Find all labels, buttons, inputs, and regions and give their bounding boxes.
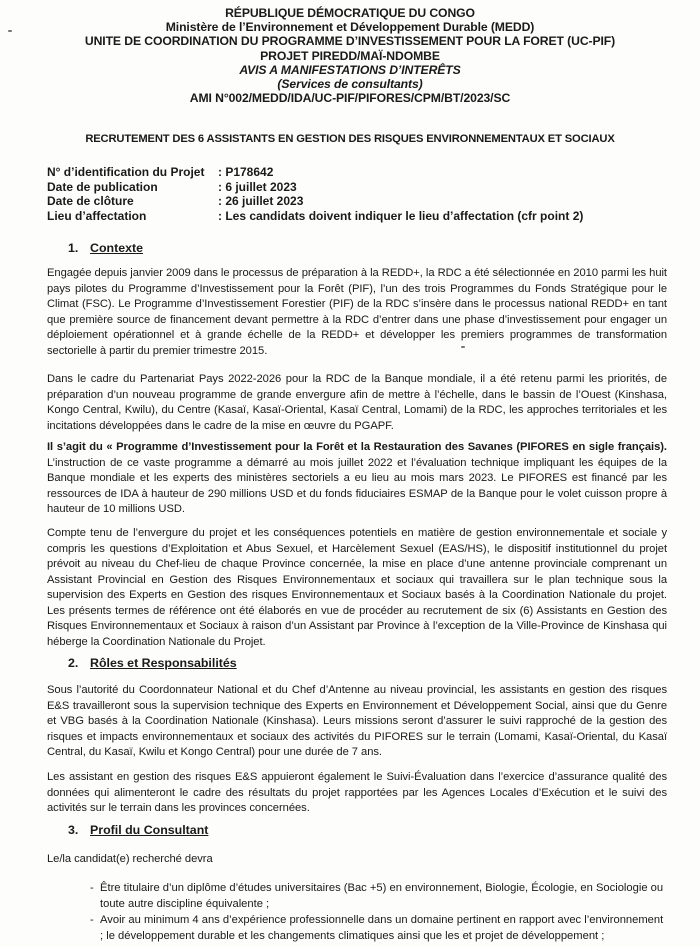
project-info-table bbox=[47, 165, 667, 223]
section-heading-contexte bbox=[68, 241, 143, 255]
scan-speck bbox=[461, 346, 465, 348]
list-item: - Être titulaire d’un diplôme d’études universitaires (Bac +5) en environnement, Biologie, Écologie, en Sociologie ou toute autre discipline équivalente ; bbox=[90, 881, 665, 912]
section-number: 1. bbox=[68, 241, 79, 255]
header-avis: AVIS A MANIFESTATIONS D’INTERÊTS bbox=[239, 62, 461, 77]
section-heading-roles bbox=[68, 656, 237, 670]
header-ami-reference: AMI N°002/MEDD/IDA/UC-PIF/PIFORES/CPM/BT/2023/SC bbox=[189, 91, 511, 106]
info-label: Date de publication bbox=[47, 179, 158, 194]
header-ministry: Ministère de l’Environnement et Développement Durable (MEDD) bbox=[165, 20, 535, 35]
info-row-project-id bbox=[47, 165, 667, 180]
scan-speck bbox=[8, 30, 12, 32]
section-number: 2. bbox=[68, 656, 79, 670]
header-project: PROJET PIREDD/MAÏ-NDOMBE bbox=[260, 48, 440, 63]
paragraph-context-1: Engagée depuis janvier 2009 dans le processus de préparation à la REDD+, la RDC a été sélectionnée en 2010 parmi les huit pays pilotes du Programme d’Investissement pour la Forêt (PIF), l’un des trois Programmes du Fonds Stratégique pour le Climat (FSC). Le Programme d’Investissement Forestier (PIF) de la RDC s’insère dans le processus national REDD+ en tant que première source de financement devant permettre à la RDC d’entrer dans une phase d’investissement pour engager un déploiement opérationnel et à grande échelle de la REDD+ et développer les premiers programmes de transformation sectorielle à partir du premier trimestre 2015. bbox=[47, 267, 667, 357]
section-title: Rôles et Responsabilités bbox=[90, 656, 237, 670]
info-value: : P178642 bbox=[218, 165, 274, 179]
info-value: : 26 juillet 2023 bbox=[218, 194, 304, 209]
info-row-location bbox=[47, 209, 667, 224]
info-label: Lieu d’affectation bbox=[47, 208, 147, 223]
section-title: Contexte bbox=[90, 241, 144, 255]
info-label: N° d’identification du Projet bbox=[47, 165, 205, 179]
recruitment-title: RECRUTEMENT DES 6 ASSISTANTS EN GESTION DES RISQUES ENVIRONNEMENTAUX ET SOCIAUX bbox=[85, 133, 615, 145]
section-title: Profil du Consultant bbox=[90, 823, 209, 837]
paragraph-context-3-body: L’instruction de ce vaste programme a démarré au mois juillet 2022 et l’évaluation technique impliquant les équipes de la Banque mondiale et les experts des ministères sectoriels a eu lieu au mois mars 2023. Le PIFORES est financé par les ressources de IDA à hauteur de 290 millions USD et du fonds fiduciaires ESMAP de la Banque pour le volet cuisson propre à hauteur de 10 millions USD. bbox=[47, 456, 667, 515]
profile-requirements-list bbox=[90, 881, 665, 945]
paragraph-roles-2: Les assistant en gestion des risques E&S appuieront également le Suivi-Évaluation dans l’exercice d’assurance qualité des données qui alimenteront le cadre des résultats du projet rapportées par les Agences Locales d’Exécution et le suivi des activités sur le terrain dans les provinces concernées. bbox=[47, 771, 667, 814]
paragraph-profile-intro: Le/la candidat(e) recherché devra bbox=[47, 853, 213, 865]
info-row-publication-date bbox=[47, 180, 667, 195]
header-services: (Services de consultants) bbox=[277, 77, 423, 92]
header-republic: RÉPUBLIQUE DÉMOCRATIQUE DU CONGO bbox=[225, 6, 475, 20]
info-label: Date de clôture bbox=[47, 194, 134, 209]
paragraph-context-3 bbox=[47, 440, 667, 518]
paragraph-context-2: Dans le cadre du Partenariat Pays 2022-2026 pour la RDC de la Banque mondiale, il a été retenu parmi les priorités, de préparation d’un nouveau programme de grande envergure afin de mettre à l’échelle, dans le bassin de l’Ouest (Kinshasa, Kongo Central, Kwilu), du Centre (Kasaï, Kasaï-Oriental, Kasaï Central, Lomami) de la RDC, les approches territoriales et les incitations développées dans le cadre de la mise en œuvre du PGAPF. bbox=[47, 373, 667, 432]
document-header bbox=[40, 6, 660, 105]
section-number: 3. bbox=[68, 823, 79, 837]
section-heading-profil bbox=[68, 823, 208, 837]
paragraph-context-4: Compte tenu de l’envergure du projet et les conséquences potentiels en matière de gestion environnementale et sociale y compris les questions d’Exploitation et Abus Sexuel, et Harcèlement Sexuel (EAS/HS), le dispositif institutionnel du projet prévoit au niveau du Chef-lieu de chaque Province concernée, la mise en place d’une antenne provinciale comprenant un Assistant Provincial en Gestion des Risques Environnementaux et sociaux qui travaillera sur le plan technique sous la supervision des Experts en Gestion des risques Environnementaux et Sociaux basés à la Coordination Nationale du projet. Les présents termes de référence ont été élaborés en vue de procéder au recrutement de six (6) Assistants en Gestion des Risques Environnementaux et Sociaux à raison d’un Assistant par Province à l’exception de la Ville-Province de Kinshasa qui héberge la Coordination Nationale du Projet. bbox=[47, 527, 667, 648]
info-value: : 6 juillet 2023 bbox=[218, 179, 297, 194]
info-row-closing-date bbox=[47, 194, 667, 209]
list-item: - Avoir au minimum 4 ans d’expérience professionnelle dans un domaine pertinent en rapport avec l’environnement ; le développement durable et les changements climatiques ainsi que les et projet de développement ; bbox=[90, 913, 665, 944]
pifores-programme-name: Il s’agit du « Programme d’Investissement pour la Forêt et la Restauration des Savanes (PIFORES en sigle français). bbox=[47, 441, 667, 453]
info-value: : Les candidats doivent indiquer le lieu d’affectation (cfr point 2) bbox=[218, 208, 584, 223]
header-unit: UNITE DE COORDINATION DU PROGRAMME D’INVESTISSEMENT POUR LA FORET (UC-PIF) bbox=[84, 34, 616, 49]
paragraph-roles-1: Sous l’autorité du Coordonnateur National et du Chef d’Antenne au niveau provincial, les assistants en gestion des risques E&S travailleront sous la supervision technique des Experts en Environnement et Développement Social, ainsi que du Genre et VBG basés à la Coordination Nationale (Kinshasa). Leurs missions seront d’assurer le suivi rapproché de la gestion des risques et impacts environnementaux et sociaux des activités du PIFORES sur le terrain (Lomami, Kasaï-Oriental, du Kasaï Central, du Kasaï, Kwilu et Kongo Central) pour une durée de 7 ans. bbox=[47, 684, 667, 758]
